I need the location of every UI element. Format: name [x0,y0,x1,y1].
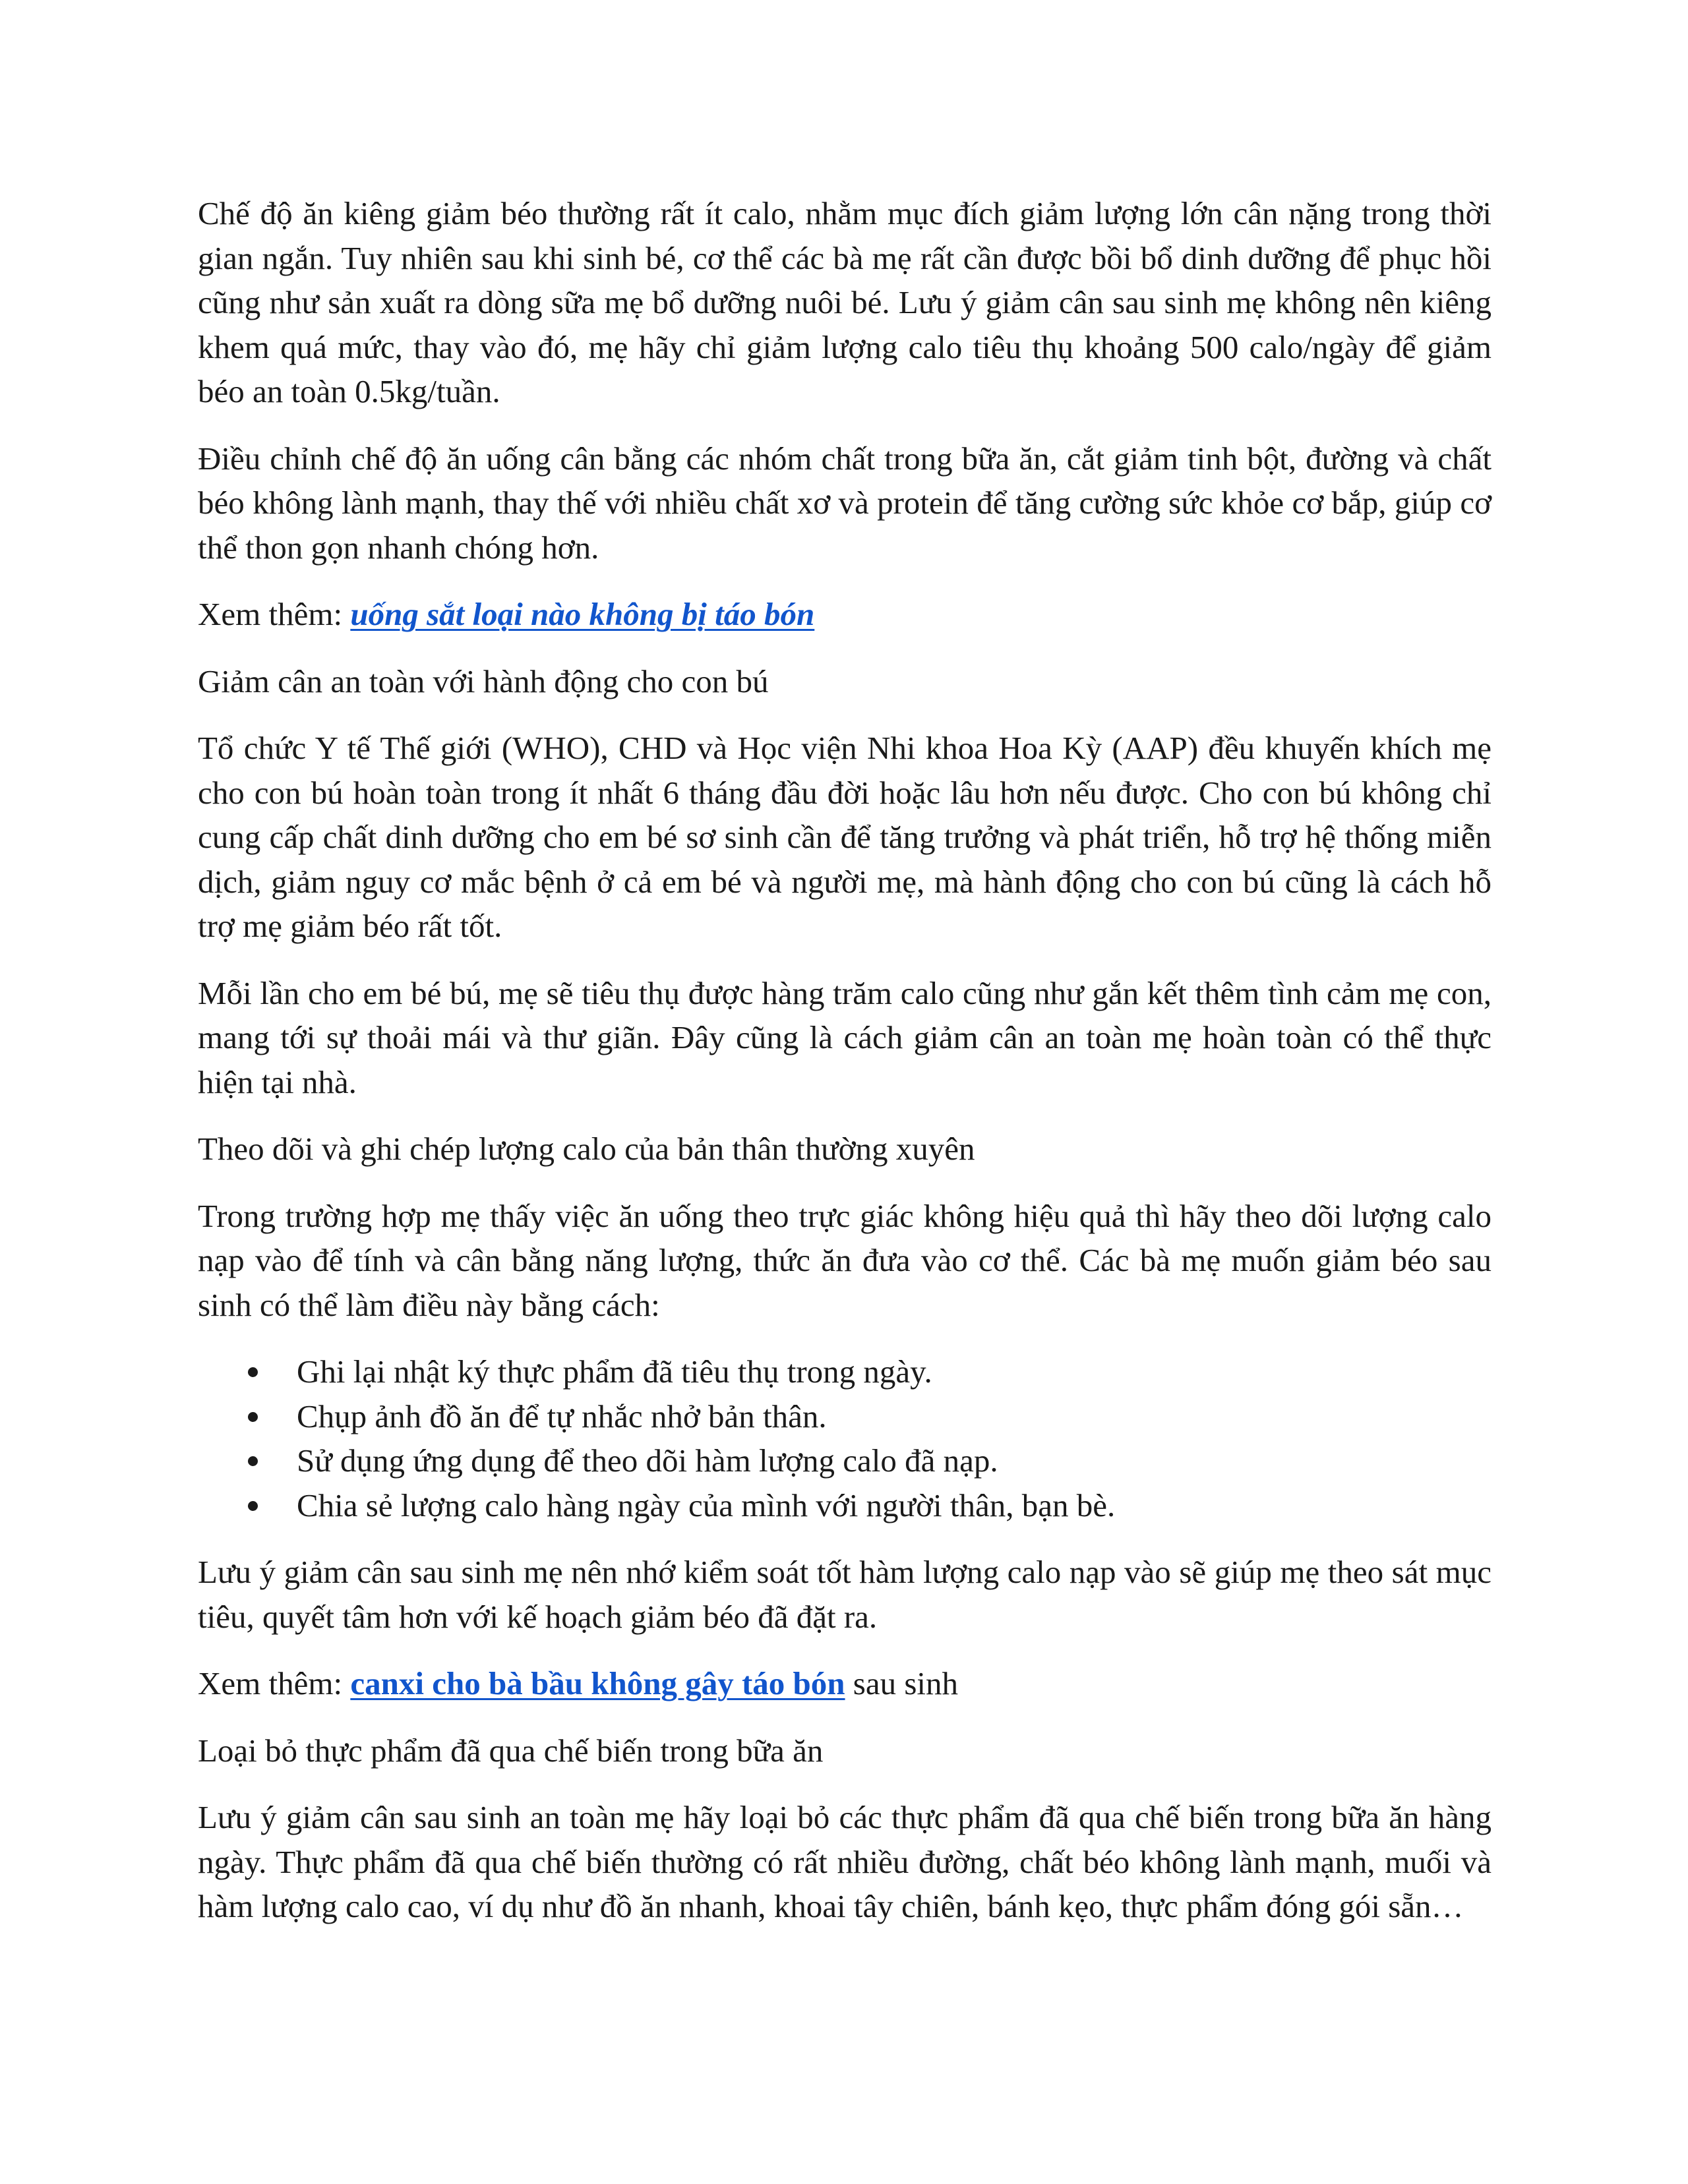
list-item [198,1483,1492,1528]
bullet-icon [248,1501,258,1511]
section-heading-breastfeeding: Giảm cân an toàn với hành động cho con bú [198,663,769,699]
paragraph-diet-intro: Chế độ ăn kiêng giảm béo thường rất ít calo, nhằm mục đích giảm lượng lớn cân nặng trong thời gian ngắn. Tuy nhiên sau khi sinh bé, cơ thể các bà mẹ rất cần được bồi bổ dinh dưỡng để phục hồi cũng như sản xuất ra dòng sữa mẹ bổ dưỡng nuôi bé. Lưu ý giảm cân sau sinh mẹ không nên kiêng khem quá mức, thay vào đó, mẹ hãy chỉ giảm lượng calo tiêu thụ khoảng 500 calo/ngày để giảm béo an toàn 0.5kg/tuần. [198,195,1492,409]
bullet-icon [248,1456,258,1466]
see-more-link-calcium[interactable]: canxi cho bà bầu không gây táo bón [350,1665,845,1701]
list-item [198,1349,1492,1394]
paragraph-breastfeeding-calories: Mỗi lần cho em bé bú, mẹ sẽ tiêu thụ được hàng trăm calo cũng như gắn kết thêm tình cảm mẹ con, mang tới sự thoải mái và thư giãn. Đây cũng là cách giảm cân an toàn mẹ hoàn toàn có thể thực hiện tại nhà. [198,974,1492,1100]
bullet-icon [248,1367,258,1377]
see-more-label-1: Xem thêm: [198,596,351,632]
document-page [198,191,1492,1951]
paragraph-who-recommendation: Tổ chức Y tế Thế giới (WHO), CHD và Học viện Nhi khoa Hoa Kỳ (AAP) đều khuyến khích mẹ cho con bú hoàn toàn trong ít nhất 6 tháng đầu đời hoặc lâu hơn nếu được. Cho con bú không chỉ cung cấp chất dinh dưỡng cho em bé sơ sinh cần để tăng trưởng và phát triển, hỗ trợ hệ thống miễn dịch, giảm nguy cơ mắc bệnh ở cả em bé và người mẹ, mà hành động cho con bú cũng là cách hỗ trợ mẹ giảm béo rất tốt. [198,730,1492,944]
section-heading-processed-food: Loại bỏ thực phẩm đã qua chế biến trong bữa ăn [198,1732,824,1769]
bullet-icon [248,1412,258,1422]
section-heading-calorie-tracking: Theo dõi và ghi chép lượng calo của bản thân thường xuyên [198,1131,975,1167]
paragraph-balanced-diet: Điều chỉnh chế độ ăn uống cân bằng các nhóm chất trong bữa ăn, cắt giảm tinh bột, đường và chất béo không lành mạnh, thay thế với nhiều chất xơ và protein để tăng cường sức khỏe cơ bắp, giúp cơ thể thon gọn nhanh chóng hơn. [198,440,1492,566]
paragraph-calorie-tracking: Trong trường hợp mẹ thấy việc ăn uống theo trực giác không hiệu quả thì hãy theo dõi lượng calo nạp vào để tính và cân bằng năng lượng, thức ăn đưa vào cơ thể. Các bà mẹ muốn giảm béo sau sinh có thể làm điều này bằng cách: [198,1197,1492,1323]
list-item [198,1394,1492,1439]
list-item-text: Sử dụng ứng dụng để theo dõi hàm lượng calo đã nạp. [297,1442,998,1479]
list-item-text: Ghi lại nhật ký thực phẩm đã tiêu thụ trong ngày. [297,1353,932,1390]
see-more-suffix-2: sau sinh [845,1665,959,1701]
see-more-link-iron-supplement[interactable]: uống sắt loại nào không bị táo bón [350,596,815,632]
see-more-label-2: Xem thêm: [198,1665,351,1701]
see-more-line-1 [198,592,1492,637]
see-more-line-2 [198,1661,1492,1706]
list-item-text: Chia sẻ lượng calo hàng ngày của mình với người thân, bạn bè. [297,1487,1116,1523]
tips-bullet-list [198,1349,1492,1527]
paragraph-calorie-control-note: Lưu ý giảm cân sau sinh mẹ nên nhớ kiểm soát tốt hàm lượng calo nạp vào sẽ giúp mẹ theo sát mục tiêu, quyết tâm hơn với kế hoạch giảm béo đã đặt ra. [198,1554,1492,1635]
paragraph-processed-food: Lưu ý giảm cân sau sinh an toàn mẹ hãy loại bỏ các thực phẩm đã qua chế biến trong bữa ăn hàng ngày. Thực phẩm đã qua chế biến thường có rất nhiều đường, chất béo không lành mạnh, muối và hàm lượng calo cao, ví dụ như đồ ăn nhanh, khoai tây chiên, bánh kẹo, thực phẩm đóng gói sẵn… [198,1799,1492,1924]
list-item-text: Chụp ảnh đồ ăn để tự nhắc nhở bản thân. [297,1398,827,1434]
list-item [198,1438,1492,1483]
